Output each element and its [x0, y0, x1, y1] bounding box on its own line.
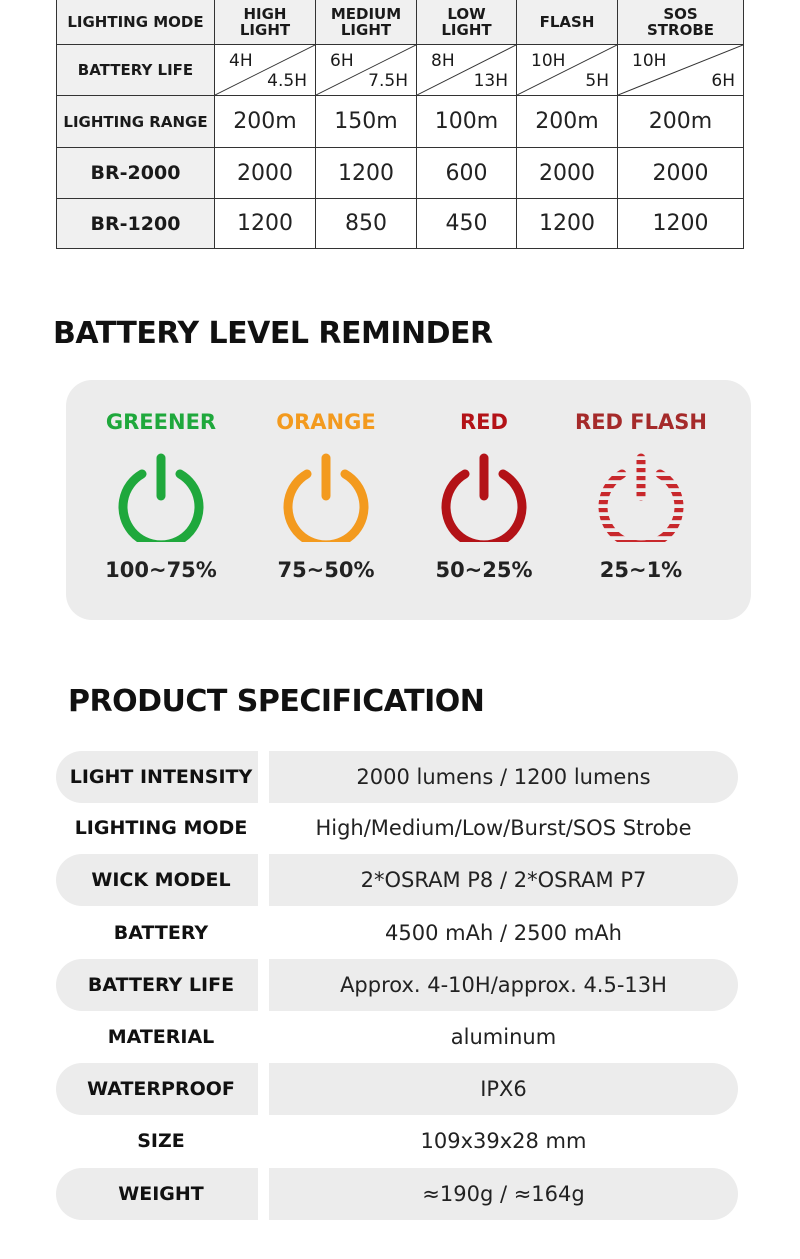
level-name: ORANGE	[276, 410, 376, 434]
range-cell: 200m	[618, 96, 744, 148]
spec-label: MATERIAL	[107, 1026, 215, 1048]
mode-high: HIGH LIGHT	[215, 0, 316, 45]
level-name: GREENER	[105, 410, 217, 434]
level-name: RED	[460, 410, 508, 434]
spec-value: 2000 lumens / 1200 lumens	[356, 765, 651, 789]
spec-title: PRODUCT SPECIFICATION	[68, 684, 485, 719]
range-cell: 150m	[316, 96, 417, 148]
range-cell: 200m	[517, 96, 618, 148]
lumen-cell: 850	[316, 199, 417, 249]
spec-row	[56, 854, 738, 906]
spec-value: 2*OSRAM P8 / 2*OSRAM P7	[360, 868, 647, 892]
spec-label: BATTERY LIFE	[87, 974, 235, 996]
lumen-cell: 2000	[618, 148, 744, 199]
spec-row	[56, 751, 738, 803]
battery-life-cell: 10H 6H	[618, 45, 744, 96]
level-range: 100~75%	[105, 558, 217, 582]
lighting-range-row-label: LIGHTING RANGE	[57, 96, 215, 148]
power-icon	[116, 452, 206, 542]
spec-label: LIGHTING MODE	[74, 817, 248, 839]
lumen-cell: 2000	[517, 148, 618, 199]
spec-row	[56, 1115, 738, 1167]
mode-sos: SOS STROBE	[618, 0, 744, 45]
spec-row	[56, 907, 738, 959]
model-br2000-label: BR-2000	[57, 148, 215, 199]
battery-reminder-title: BATTERY LEVEL REMINDER	[53, 316, 493, 351]
range-cell: 100m	[417, 96, 517, 148]
mode-low: LOW LIGHT	[417, 0, 517, 45]
battery-life-row-label: BATTERY LIFE	[57, 45, 215, 96]
spec-row	[56, 1168, 738, 1220]
lumen-cell: 2000	[215, 148, 316, 199]
spec-value: 4500 mAh / 2500 mAh	[385, 921, 622, 945]
spec-label: BATTERY	[113, 922, 209, 944]
level-range: 50~25%	[435, 558, 533, 582]
battery-life-cell: 10H 5H	[517, 45, 618, 96]
lumen-cell: 450	[417, 199, 517, 249]
spec-label: WICK MODEL	[91, 869, 231, 891]
spec-value: IPX6	[480, 1077, 527, 1101]
lumen-cell: 1200	[215, 199, 316, 249]
spec-row	[56, 1011, 738, 1063]
spec-label: LIGHT INTENSITY	[69, 766, 253, 788]
range-cell: 200m	[215, 96, 316, 148]
spec-value: aluminum	[450, 1025, 557, 1049]
level-range: 75~50%	[277, 558, 375, 582]
model-br1200-label: BR-1200	[57, 199, 215, 249]
mode-medium: MEDIUM LIGHT	[316, 0, 417, 45]
spec-label: SIZE	[137, 1130, 185, 1152]
mode-flash: FLASH	[517, 0, 618, 45]
lighting-mode-table	[56, 0, 744, 249]
lumen-cell: 1200	[316, 148, 417, 199]
power-icon	[439, 452, 529, 542]
spec-label: WEIGHT	[118, 1183, 204, 1205]
level-range: 25~1%	[599, 558, 683, 582]
spec-value: 109x39x28 mm	[420, 1129, 587, 1153]
lighting-mode-header: LIGHTING MODE	[57, 0, 215, 45]
spec-value: High/Medium/Low/Burst/SOS Strobe	[315, 816, 692, 840]
lumen-cell: 1200	[517, 199, 618, 249]
lumen-cell: 1200	[618, 199, 744, 249]
spec-row	[56, 959, 738, 1011]
battery-life-cell: 8H 13H	[417, 45, 517, 96]
spec-row	[56, 802, 738, 854]
battery-life-cell: 4H 4.5H	[215, 45, 316, 96]
spec-label: WATERPROOF	[87, 1078, 235, 1100]
power-icon	[281, 452, 371, 542]
spec-row	[56, 1063, 738, 1115]
level-name: RED FLASH	[575, 410, 707, 434]
spec-value: Approx. 4-10H/approx. 4.5-13H	[340, 973, 667, 997]
lumen-cell: 600	[417, 148, 517, 199]
power-flash-icon	[596, 452, 686, 542]
battery-life-cell: 6H 7.5H	[316, 45, 417, 96]
spec-value: ≈190g / ≈164g	[422, 1182, 585, 1206]
battery-reminder-panel	[66, 380, 751, 620]
